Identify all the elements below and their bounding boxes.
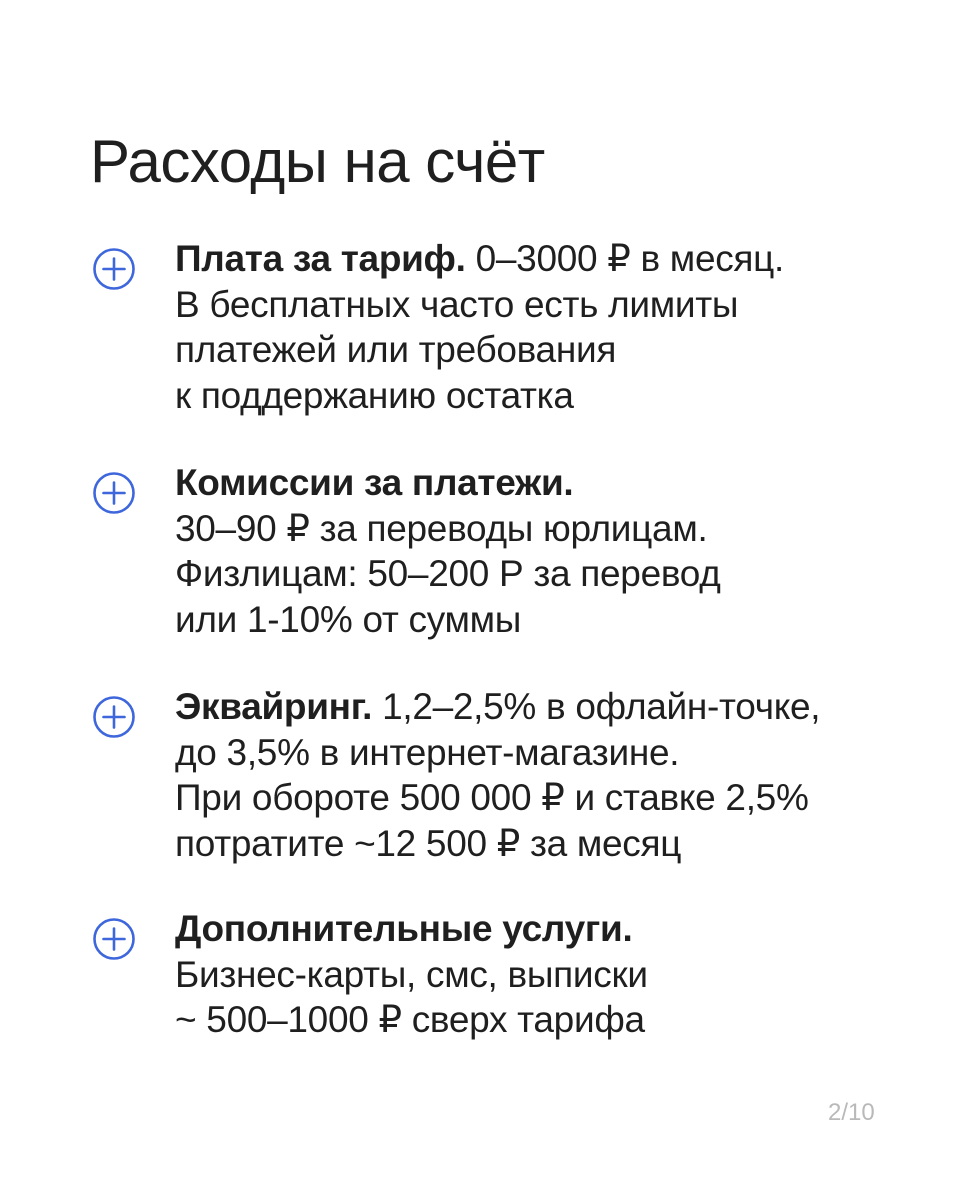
page-indicator: 2/10 (828, 1099, 875, 1126)
list-item-heading-rest: 0–3000 ₽ в месяц. (465, 238, 785, 279)
plus-circle-icon (92, 917, 136, 961)
list-item-first-line (175, 906, 895, 952)
list-item-line: к поддержанию остатка (175, 374, 574, 416)
list-item-line: ~ 500–1000 ₽ сверх тарифа (175, 999, 645, 1040)
list-item-line: Физлицам: 50–200 Р за перевод (175, 553, 721, 594)
list-item-text (175, 906, 895, 1043)
list-item-heading: Дополнительные услуги. (175, 908, 633, 949)
plus-circle-icon (92, 471, 136, 515)
plus-circle-icon (92, 695, 136, 739)
plus-circle-icon (92, 247, 136, 291)
list-item-line: 30–90 ₽ за переводы юрлицам. (175, 507, 708, 549)
list-item-line: При обороте 500 000 ₽ и ставке 2,5% (175, 777, 809, 818)
list-item-first-line (175, 684, 895, 730)
list-item-text (175, 460, 895, 642)
list-item-line: до 3,5% в интернет-магазине. (175, 731, 680, 773)
list-item-line: или 1-10% от суммы (175, 598, 522, 640)
list-item-line: потратите ~12 500 ₽ за месяц (175, 822, 682, 864)
list-item-line: платежей или требования (175, 329, 617, 370)
list-item-first-line (175, 460, 895, 506)
list-item-heading: Плата за тариф. (175, 238, 466, 279)
list-item-heading: Комиссии за платежи. (175, 462, 574, 503)
list-item-line: Бизнес-карты, смс, выписки (175, 953, 648, 995)
list-item-first-line (175, 236, 895, 282)
page-title: Расходы на счёт (90, 128, 545, 195)
list-item-heading-rest: 1,2–2,5% в офлайн-точке, (372, 686, 821, 727)
list-item-line: В бесплатных часто есть лимиты (175, 283, 739, 325)
list-item-heading: Эквайринг. (175, 686, 373, 727)
list-item-text (175, 236, 895, 418)
list-item-text (175, 684, 895, 866)
